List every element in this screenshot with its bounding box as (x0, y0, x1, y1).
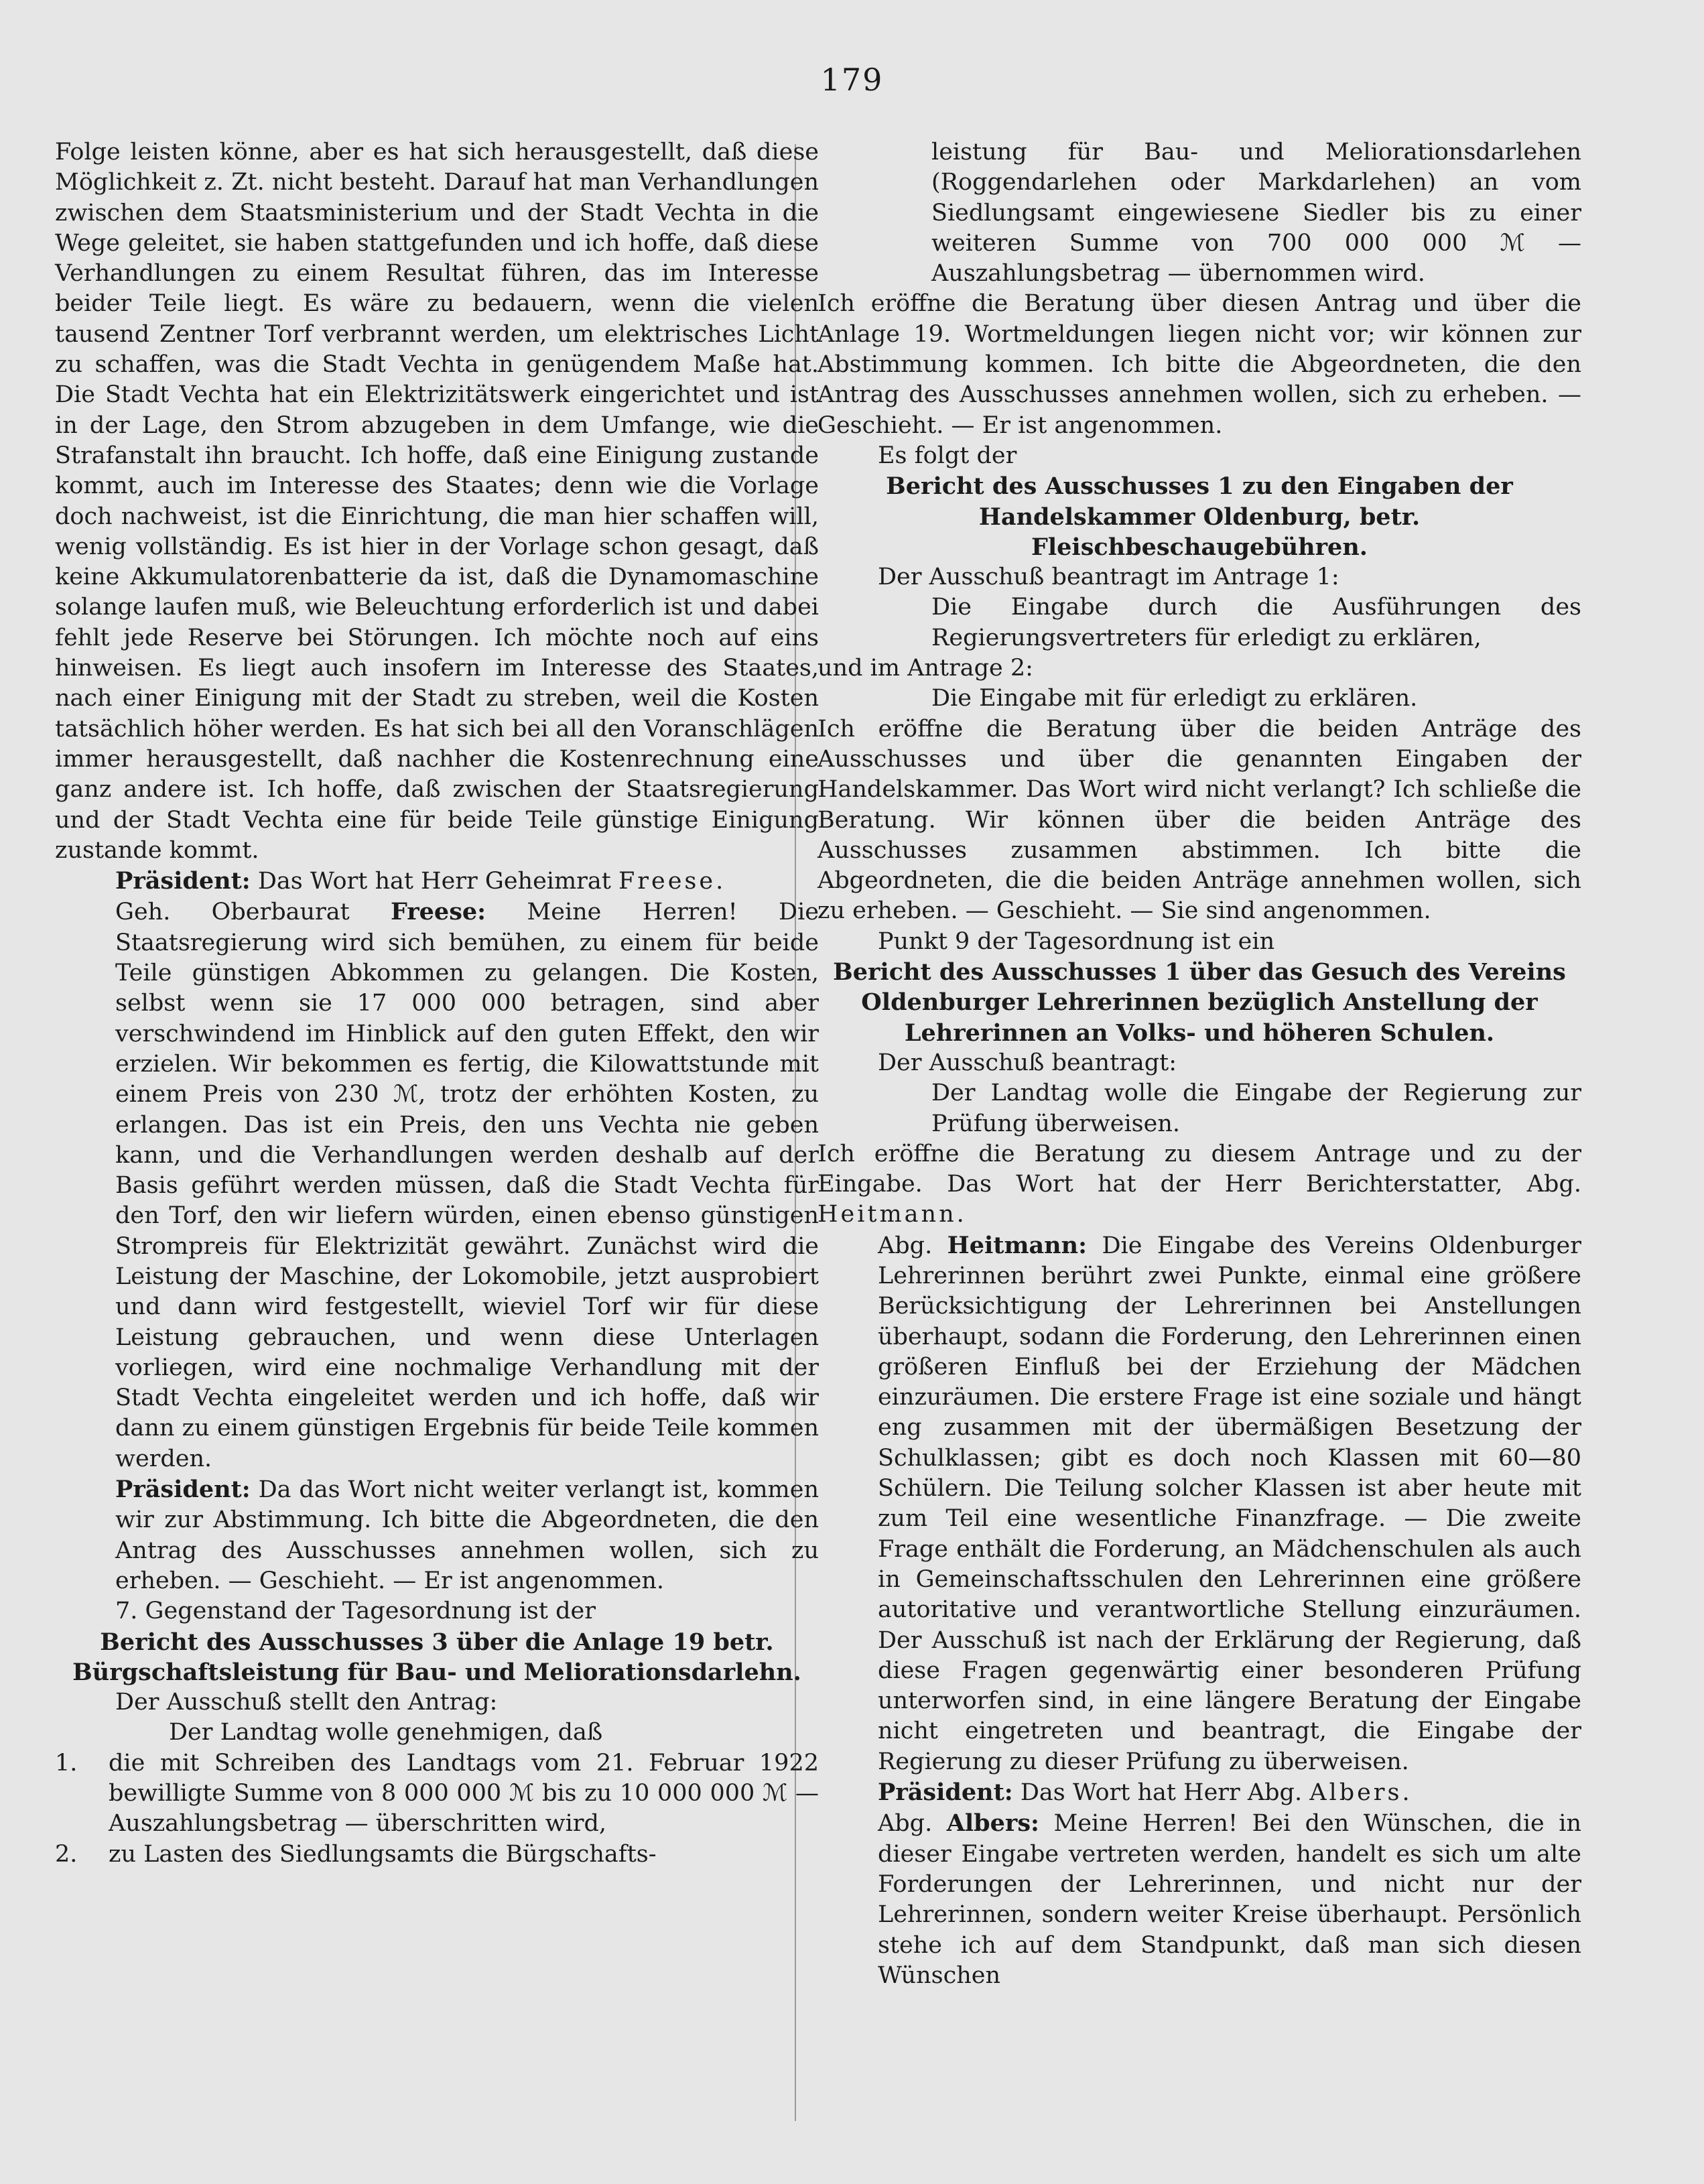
paragraph: Die Eingabe durch die Ausführungen des Regierungsvertreters für erledigt zu erklären, (931, 594, 1581, 651)
speech-text: Ich eröffne die Beratung zu diesem Antrage und zu der Eingabe. Das Wort hat der Herr Berichterstatter, Abg. (817, 1140, 1581, 1198)
speech-paragraph (55, 1474, 819, 1596)
speech-paragraph (55, 866, 819, 897)
speaker-title: Abg. (878, 1232, 947, 1259)
speaker-title: Geh. Oberbaurat (115, 899, 391, 926)
speech-text: Das Wort hat Herr Abg. (1012, 1779, 1310, 1807)
paragraph: Folge leisten könne, aber es hat sich herausgestellt, daß diese Möglichkeit z. Zt. nicht besteht. Darauf hat man Verhandlungen zwischen dem Staatsministerium und der Stadt Vechta in die Wege geleitet, sie haben stattgefunden und ich hoffe, daß diese Verhandlungen zu einem Resultat führen, das im Interesse beider Teile liegt. Es wäre zu bedauern, wenn die vielen tausend Zentner Torf verbrannt werden, um elektrisches Licht zu schaffen, was die Stadt Vechta in genügendem Maße hat. Die Stadt Vechta hat ein Elektrizitätswerk eingerichtet und ist in der Lage, den Strom abzugeben in dem Umfange, wie die Strafanstalt ihn braucht. Ich hoffe, daß eine Einigung zustande kommt, auch im Interesse des Staates; denn wie die Vorlage doch nachweist, ist die Einrichtung, die man hier schaffen will, wenig vollständig. Es ist hier in der Vorlage schon gesagt, daß keine Akkumulatorenbatterie da ist, daß die Dynamomaschine solange laufen muß, wie Beleuchtung erforderlich ist und dabei fehlt jede Reserve bei Störungen. Ich möchte noch auf eins hinweisen. Es liegt auch insofern im Interesse des Staates, nach einer Einigung mit der Stadt zu streben, weil die Kosten tatsächlich höher werden. Es hat sich bei all den Voranschlägen immer herausgestellt, daß nachher die Kostenrechnung eine ganz andere ist. Ich hoffe, daß zwischen der Staatsregierung und der Stadt Vechta eine für beide Teile günstige Einigung zustande kommt. (55, 139, 819, 864)
speaker-label: Heitmann: (947, 1231, 1087, 1259)
paragraph: Es folgt der (878, 442, 1017, 469)
speech-paragraph (817, 1808, 1581, 1991)
speaker-label: Präsident: (115, 867, 251, 895)
speaker-name: Albers. (1309, 1779, 1413, 1807)
speaker-label: Freese: (390, 898, 486, 926)
list-item (55, 1840, 819, 1870)
list-text: zu Lasten des Siedlungsamts die Bürgschafts- (109, 1840, 657, 1868)
speech-paragraph (817, 1230, 1581, 1777)
list-number: 1. (55, 1749, 78, 1777)
paragraph: Der Ausschuß stellt den Antrag: (115, 1689, 498, 1716)
left-column (55, 137, 819, 1870)
speaker-label: Präsident: (115, 1476, 251, 1504)
list-number: 2. (55, 1840, 78, 1868)
paragraph: Der Landtag wolle die Eingabe der Regierung zur Prüfung überweisen. (931, 1080, 1581, 1137)
paragraph: Ich eröffne die Beratung über die beiden Anträge des Ausschusses und über die genannten Eingaben der Handelskammer. Das Wort wird nicht verlangt? Ich schließe die Beratung. Wir können über die beiden Anträge des Ausschusses zusammen abstimmen. Ich bitte die Abgeordneten, die die beiden Anträge annehmen wollen, sich zu erheben. — Geschieht. — Sie sind angenommen. (817, 715, 1581, 925)
paragraph: Punkt 9 der Tagesordnung ist ein (878, 927, 1275, 955)
paragraph: leistung für Bau- und Meliorationsdarlehen (Roggendarlehen oder Markdarlehen) an vom Siedlungsamt eingewiesene Siedler bis zu einer weiteren Summe von 700 000 000 ℳ — Auszahlungsbetrag — übernommen wird. (931, 139, 1581, 287)
speaker-title: Abg. (878, 1810, 947, 1838)
speech-text: Meine Herren! Bei den Wünschen, die in dieser Eingabe vertreten werden, handelt es sich um alte Forderungen der Lehrerinnen, und nicht nur der Lehrerinnen, sondern weiter Kreise überhaupt. Persönlich stehe ich auf dem Standpunkt, daß man sich diesen Wünschen (878, 1810, 1581, 1989)
speech-paragraph (817, 1777, 1581, 1808)
paragraph: Der Ausschuß beantragt im Antrage 1: (878, 564, 1339, 591)
speech-paragraph (817, 1139, 1581, 1230)
speech-text: Die Eingabe des Vereins Oldenburger Lehrerinnen berührt zwei Punkte, einmal eine größere Berücksichtigung der Lehrerinnen bei Anstellungen überhaupt, sodann die Forderung, den Lehrerinnen einen größeren Einfluß bei der Erziehung der Mädchen einzuräumen. Die erstere Frage ist eine soziale und hängt eng zusammen mit der übermäßigen Besetzung der Schulklassen; gibt es doch noch Klassen mit 60—80 Schülern. Die Teilung solcher Klassen ist aber heute mit zum Teil eine wesentliche Finanzfrage. — Die zweite Frage enthält die Forderung, an Mädchenschulen als auch in Gemeinschaftsschulen den Lehrerinnen eine größere autoritative und verantwortliche Stellung einzuräumen. Der Ausschuß ist nach der Erklärung der Regierung, daß diese Fragen gegenwärtig einer besonderen Prüfung unterworfen sind, in eine längere Beratung der Eingabe nicht eingetreten und beantragt, die Eingabe der Regierung zu dieser Prüfung zu überweisen. (878, 1232, 1581, 1775)
speech-text: Meine Herren! Die Staatsregierung wird sich bemühen, zu einem für beide Teile günstigen Abkommen zu gelangen. Die Kosten, selbst wenn sie 17 000 000 betragen, sind aber verschwindend im Hinblick auf den guten Effekt, den wir erzielen. Wir bekommen es fertig, die Kilowattstunde mit einem Preis von 230 ℳ, trotz der erhöhten Kosten, zu erlangen. Das ist ein Preis, den uns Vechta nie geben kann, und die Verhandlungen werden deshalb auf der Basis geführt werden müssen, daß die Stadt Vechta für den Torf, den wir liefern würden, einen ebenso günstigen Strompreis für Elektrizität gewährt. Zunächst wird die Leistung der Maschine, der Lokomobile, jetzt ausprobiert und dann wird festgestellt, wieviel Torf wir für diese Leistung gebrauchen, und wenn diese Unterlagen vorliegen, wird eine nochmalige Verhandlung mit der Stadt Vechta eingeleitet werden und ich hoffe, daß wir dann zu einem günstigen Ergebnis für beide Teile kommen werden. (115, 899, 819, 1472)
speaker-name: Heitmann. (817, 1201, 967, 1228)
speaker-label: Albers: (946, 1809, 1039, 1838)
page-number: 179 (820, 62, 884, 98)
section-heading: Bericht des Ausschusses 1 über das Gesuch des Vereins Oldenburger Lehrerinnen bezüglich Anstellung der Lehrerinnen an Volks- und höheren Schulen. (833, 958, 1566, 1047)
paragraph: Ich eröffne die Beratung über diesen Antrag und über die Anlage 19. Wortmeldungen liegen nicht vor; wir können zur Abstimmung kommen. Ich bitte die Abgeordneten, die den Antrag des Ausschusses annehmen wollen, sich zu erheben. — Geschieht. — Er ist angenommen. (817, 290, 1581, 439)
paragraph: Der Landtag wolle genehmigen, daß (169, 1719, 603, 1746)
speech-text: Da das Wort nicht weiter verlangt ist, kommen wir zur Abstimmung. Ich bitte die Abgeordneten, die den Antrag des Ausschusses annehmen wollen, sich zu erheben. — Geschieht. — Er ist angenommen. (115, 1476, 819, 1594)
paragraph: Der Ausschuß beantragt: (878, 1049, 1177, 1076)
section-heading: Bericht des Ausschusses 1 zu den Eingaben der Handelskammer Oldenburg, betr. Fleischbeschaugebühren. (886, 472, 1513, 561)
speech-paragraph (55, 897, 819, 1474)
section-heading: Bericht des Ausschusses 3 über die Anlage 19 betr. Bürgschaftsleistung für Bau- und Meliorationsdarlehn. (72, 1628, 801, 1686)
paragraph: Die Eingabe mit für erledigt zu erklären. (931, 685, 1418, 712)
speaker-label: Präsident: (878, 1779, 1013, 1807)
speech-text: Das Wort hat Herr Geheimrat (250, 868, 618, 895)
right-column (817, 137, 1581, 1991)
paragraph: und im Antrage 2: (817, 655, 1033, 682)
speaker-name: Freese. (618, 868, 726, 895)
list-text: die mit Schreiben des Landtags vom 21. Februar 1922 bewilligte Summe von 8 000 000 ℳ bis zu 10 000 000 ℳ — Auszahlungsbetrag — überschritten wird, (109, 1749, 819, 1838)
paragraph: 7. Gegenstand der Tagesordnung ist der (115, 1598, 596, 1625)
list-item (55, 1748, 819, 1840)
